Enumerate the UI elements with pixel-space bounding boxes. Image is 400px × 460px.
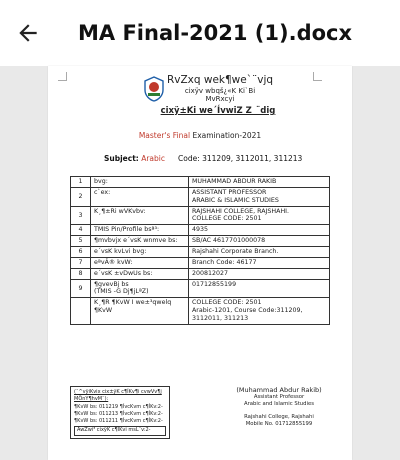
row-label: K¸¶±Ri wVKvbv:: [91, 206, 189, 225]
row-value: RAJSHAHI COLLEGE, RAJSHAHI. COLLEGE CODE: 2501: [189, 206, 330, 225]
note-total: AwZwi³ cixÿK c¶ÍKvi msL¨v:2-: [74, 426, 166, 435]
table-row: [71, 225, 330, 236]
info-table: [70, 176, 330, 325]
subject-label: Subject:: [104, 154, 139, 163]
table-row: [71, 247, 330, 258]
row-number: 1: [71, 177, 91, 188]
crop-mark: [58, 72, 67, 81]
exam-prefix: Master's Final: [138, 131, 191, 140]
row-value: SB/AC 4617701000078: [189, 236, 330, 247]
row-label: e´vsK kvLvi bvg:: [91, 247, 189, 258]
table-row: [71, 236, 330, 247]
header-line-1: RvZxq wek¶we`¨vjq: [166, 74, 274, 86]
row-value: 01712855199: [189, 279, 330, 298]
row-label: c`ex:: [91, 187, 189, 206]
row-label: ¶mvbvjx e´vsK wnmve bs:: [91, 236, 189, 247]
row-value: COLLEGE CODE: 2501 Arabic-1201, Course Code:311209, 3112011, 311213: [189, 298, 330, 325]
header-line-3: MvRxcyi: [205, 95, 235, 103]
row-value: MUHAMMAD ABDUR RAKIB: [189, 177, 330, 188]
note-heading: (¯^vÿiKvix cix±ÿK c¶ÍKv¶i cvwVv¶j MÖnY¶hvM¨):: [74, 389, 162, 403]
row-value: ASSISTANT PROFESSOR ARABIC & ISLAMIC STUDIES: [189, 187, 330, 206]
row-label: TMIS Pin/Profile bsª³:: [91, 225, 189, 236]
subject-value: Arabic: [141, 154, 165, 163]
document-page: [48, 66, 352, 460]
row-label: e´vsK ±vDwUs bs:: [91, 268, 189, 279]
exam-suffix: Examination-2021: [190, 131, 262, 140]
table-row: [71, 206, 330, 225]
table-row: [71, 298, 330, 325]
course-codes: Code: 311209, 3112011, 311213: [178, 154, 303, 163]
row-label: bvg:: [91, 177, 189, 188]
row-number: [71, 298, 91, 325]
arrow-back-icon: [15, 20, 41, 46]
signatory-name: (Muhammad Abdur Rakib): [236, 386, 322, 394]
signatory-department: Arabic and Islamic Studies: [243, 401, 315, 408]
signatory-college: Rajshahi College, Rajshahi: [244, 414, 314, 421]
row-value: Rajshahi Corporate Branch.: [189, 247, 330, 258]
row-number: 7: [71, 257, 91, 268]
app-bar: [0, 0, 400, 66]
note-line: ¶KvW bs: 011219 ¶ÍvcKvm c¶ÍKv:2-: [74, 403, 163, 410]
header-line-2: cixÿv wbqš¿«K Ki`Bi: [184, 87, 256, 95]
signature-block: [224, 386, 334, 429]
row-value: 4935: [189, 225, 330, 236]
header-line-4: cixÿ±Ki we´ÍvwiZ Z_¨dig: [160, 106, 276, 116]
table-row: [71, 257, 330, 268]
row-label: eªvÂ® kvW:: [91, 257, 189, 268]
row-number: 3: [71, 206, 91, 225]
row-value: 200812027: [189, 268, 330, 279]
row-number: 6: [71, 247, 91, 258]
note-line: ¶KvW bs: 011213 ¶ÍvcKvm c¶ÍKv:2-: [74, 410, 163, 417]
note-line: ¶KvW bs: 011211 ¶ÍvcKvm c¶ÍKv:2-: [74, 418, 163, 424]
row-label: ¶gvevBj bs (TMIS -G Dj¶jLªZ): [91, 279, 189, 298]
row-number: 9: [71, 279, 91, 298]
subject-line: [104, 154, 165, 163]
row-value: Branch Code: 46177: [189, 257, 330, 268]
document-viewer[interactable]: [0, 66, 400, 460]
table-row: [71, 268, 330, 279]
row-number: 4: [71, 225, 91, 236]
back-button[interactable]: [0, 0, 56, 66]
row-number: 8: [71, 268, 91, 279]
row-label: K¸¶R ¶KvW I we±³qwelq ¶KvW: [91, 298, 189, 325]
table-row: [71, 177, 330, 188]
table-row: [71, 187, 330, 206]
row-number: 5: [71, 236, 91, 247]
document-title: MA Final-2021 (1).docx: [78, 21, 353, 45]
table-row: [71, 279, 330, 298]
row-number: 2: [71, 187, 91, 206]
signatory-mobile: Mobile No. 01712855199: [245, 421, 313, 428]
exam-title: [48, 131, 352, 140]
examiner-note-box: [70, 386, 170, 439]
signatory-designation: Assistant Professor: [253, 394, 305, 400]
